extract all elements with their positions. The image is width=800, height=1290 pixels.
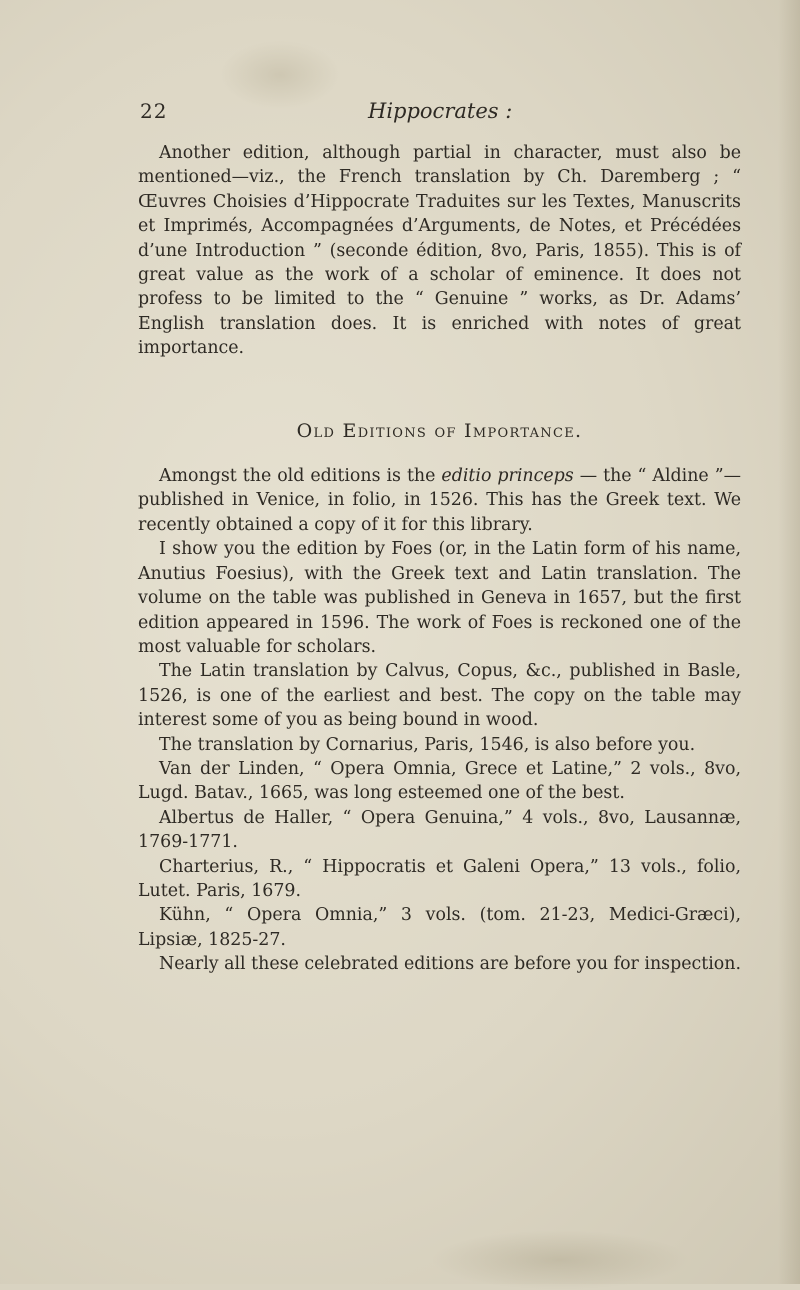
paragraph-text: Amongst the old editions is the (159, 466, 442, 487)
paper-stain (430, 1230, 690, 1290)
page-edge-shadow (778, 0, 800, 1284)
paragraph-kuhn: Kühn, “ Opera Omnia,” 3 vols. (tom. 21-23, Medici-Græci), Lipsiæ, 1825-27. (138, 905, 741, 950)
paragraph-foes: I show you the edition by Foes (or, in the Latin form of his name, Anutius Foesius), with the Greek text and Latin translation. The volume on the table was published in Geneva in 1657, but the first edition appeared in 1596. The work of Foes is reckoned one of the most valuable for scholars. (138, 539, 741, 657)
running-title: Hippocrates : (368, 99, 513, 123)
paragraph-closing: Nearly all these celebrated editions are before you for inspection. (159, 954, 741, 975)
paragraph-charterius: Charterius, R., “ Hippocratis et Galeni Opera,” 13 vols., folio, Lutet. Paris, 1679. (138, 856, 741, 901)
italic-term: editio princeps (441, 466, 574, 487)
paragraph-text: — the “ Aldine ”—published in Venice, in folio, in 1526. This has the Greek text. We recently obtained a copy of it for this library. (138, 466, 741, 535)
page-header (140, 95, 740, 131)
page-number: 22 (140, 99, 168, 123)
paragraph-van-der-linden: Van der Linden, “ Opera Omnia, Grece et Latine,” 2 vols., 8vo, Lugd. Batav., 1665, was long esteemed one of the best. (138, 758, 741, 804)
paragraph-daremberg: Another edition, although partial in character, must also be mentioned—viz., the French translation by Ch. Daremberg ; “ Œuvres Choisies d’Hippocrate Traduites sur les Textes, Manuscrits et Imprimés, Accompagnées d’Arguments, de Notes, et Précédées d’une Introduction ” (seconde édition, 8vo, Paris, 1855). This is of great value as the work of a scholar of eminence. It does not profess to be limited to the “ Genuine ” works, as Dr. Adams’ English translation does. It is enriched with notes of great importance. (138, 143, 741, 359)
paragraph-calvus: The Latin translation by Calvus, Copus, &c., published in Basle, 1526, is one of the earliest and best. The copy on the table may interest some of you as being bound in wood. (138, 661, 741, 731)
paragraph-aldine (138, 464, 741, 537)
paragraph-haller: Albertus de Haller, “ Opera Genuina,” 4 vols., 8vo, Lausannæ, 1769-1771. (138, 807, 741, 853)
paragraph-cornarius: The translation by Cornarius, Paris, 1546, is also before you. (159, 734, 696, 755)
section-heading: Old Editions of Importance. (296, 419, 583, 442)
body-text (138, 141, 741, 977)
